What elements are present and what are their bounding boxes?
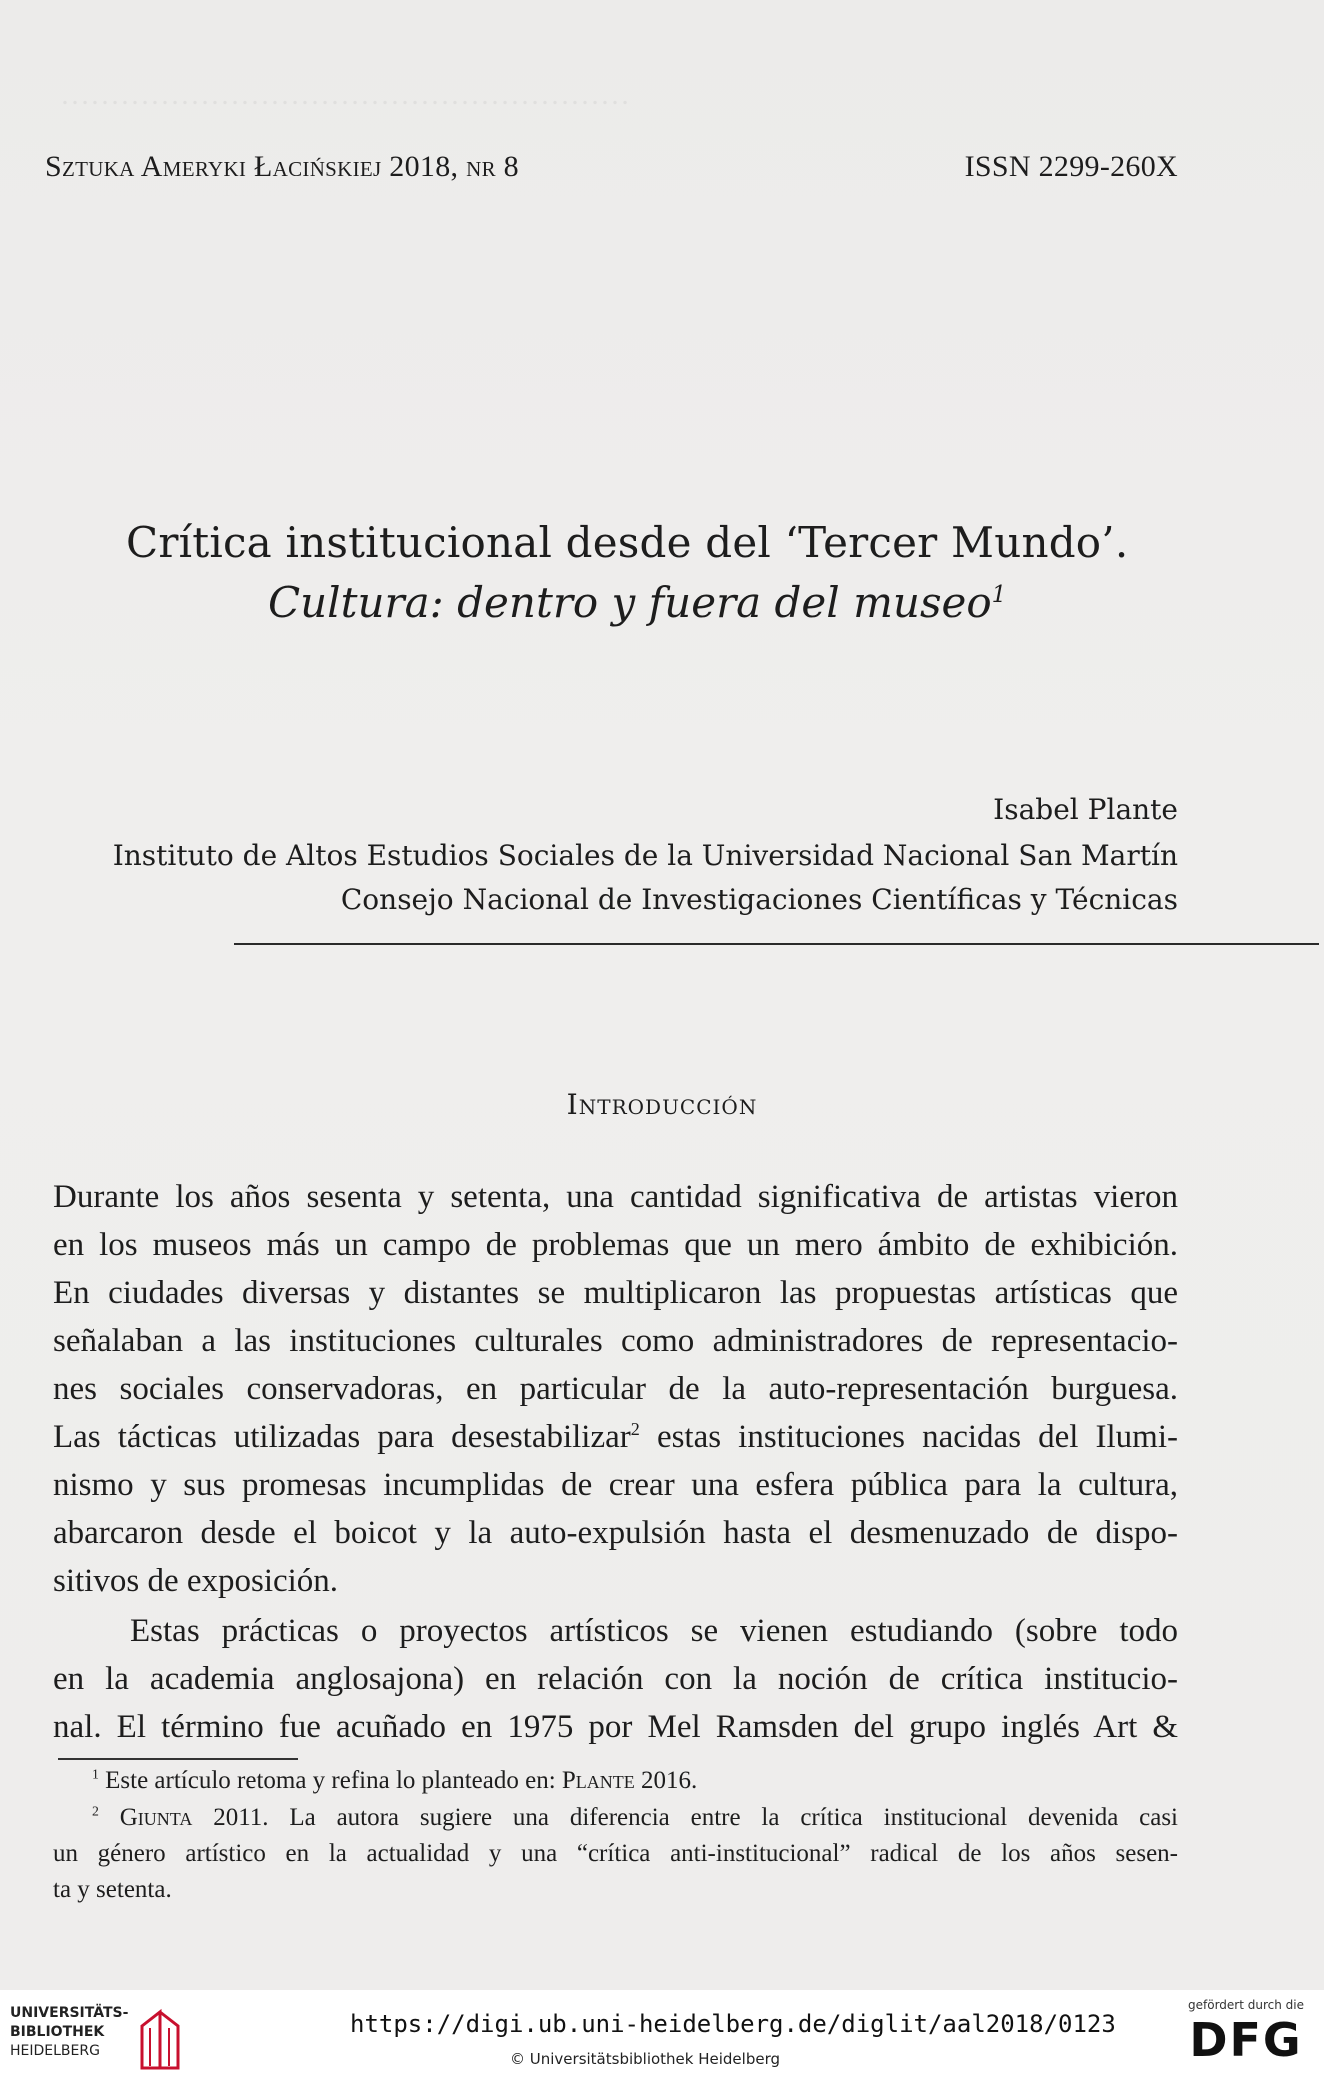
- title-line-2: Cultura: dentro y fuera del museo$^1$: [268, 578, 1007, 627]
- body-line: señalaban a las instituciones culturales como administradores de representacio-: [53, 1323, 1178, 1359]
- body-line: sitivos de exposición.: [53, 1563, 339, 1599]
- body-line: abarcaron desde el boicot y la auto-expulsión hasta el desmenuzado de dispo-: [53, 1515, 1178, 1551]
- digitization-footer: [0, 1990, 1324, 2086]
- footnote-marker: 1: [991, 582, 1007, 608]
- body-line: en la academia anglosajona) en relación con la noción de crítica institucio-: [53, 1661, 1178, 1697]
- section-heading: Introducción: [566, 1088, 758, 1121]
- body-line: nismo y sus promesas incumplidas de crear una esfera pública para la cultura,: [53, 1467, 1178, 1503]
- source-url-link[interactable]: https://digi.ub.uni-heidelberg.de/diglit/aal2018/0123: [350, 2010, 1116, 2038]
- divider-rule: [234, 943, 1319, 945]
- title-line-1: Crítica institucional desde del ‘Tercer Mundo’.: [126, 518, 1129, 567]
- journal-name: Sztuka Ameryki Łacińskiej 2018, nr 8: [45, 150, 519, 183]
- body-line: Estas prácticas o proyectos artísticos se vienen estudiando (sobre todo: [130, 1613, 1178, 1649]
- footnote-1: $^1$ Este artículo retoma y refina lo planteado en: Plante 2016.: [92, 1766, 698, 1794]
- footnote-2-line: un género artístico en la actualidad y una “crítica anti-institucional” radical de los años sesen-: [53, 1840, 1178, 1867]
- footnote-2-line: ta y setenta.: [53, 1876, 172, 1903]
- author-name: Isabel Plante: [993, 793, 1178, 826]
- footnote-marker: 2: [630, 1419, 640, 1439]
- dfg-wordmark: DFG: [1189, 2013, 1303, 2067]
- body-line: Durante los años sesenta y setenta, una cantidad significativa de artistas vieron: [53, 1179, 1178, 1215]
- dfg-logo[interactable]: [1188, 1998, 1304, 2068]
- affiliation-1: Instituto de Altos Estudios Sociales de la Universidad Nacional San Martín: [112, 839, 1178, 872]
- body-line: nal. El término fue acuñado en 1975 por Mel Ramsden del grupo inglés Art &: [53, 1709, 1178, 1745]
- body-line: En ciudades diversas y distantes se multiplicaron las propuestas artísticas que: [53, 1275, 1178, 1311]
- bleed-through-text: …………………………………………………: [60, 78, 630, 111]
- library-emblem-icon: [138, 2006, 182, 2074]
- heidelberg-library-logo[interactable]: UNIVERSITÄTS- BIBLIOTHEK HEIDELBERG: [10, 2004, 180, 2074]
- footnote-rule: [58, 1758, 298, 1760]
- body-line: en los museos más un campo de problemas que un mero ámbito de exhibición.: [53, 1227, 1178, 1263]
- body-line: nes sociales conservadoras, en particular de la auto-representación burguesa.: [53, 1371, 1178, 1407]
- copyright-notice: © Universitätsbibliothek Heidelberg: [510, 2050, 781, 2068]
- footnote-2: $^2$ Giunta 2011. La autora sugiere una diferencia entre la crítica institucional devenida casi: [92, 1803, 1179, 1831]
- dfg-caption: gefördert durch die: [1188, 1998, 1304, 2012]
- affiliation-2: Consejo Nacional de Investigaciones Científicas y Técnicas: [340, 883, 1178, 916]
- body-line: Las tácticas utilizadas para desestabilizar$^2$ estas instituciones nacidas del Ilumi-: [53, 1419, 1179, 1455]
- issn: ISSN 2299-260X: [964, 150, 1178, 183]
